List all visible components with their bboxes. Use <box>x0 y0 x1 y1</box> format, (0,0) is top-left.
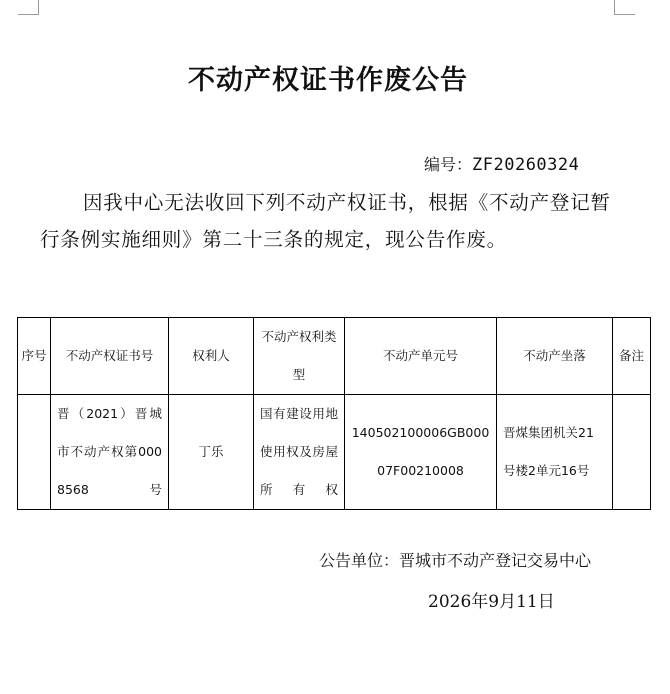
header-cert-no: 不动产权证书号 <box>51 318 169 395</box>
serial-label: 编号： <box>424 155 473 174</box>
voided-certificates-table <box>17 317 651 510</box>
issuer-line: 公告单位：晋城市不动产登记交易中心 <box>319 551 592 570</box>
serial-number-line <box>424 152 579 175</box>
cell-remark <box>613 395 651 510</box>
serial-number: ZF20260324 <box>472 155 580 175</box>
cell-unit-no: 140502100006GB00007F00210008 <box>345 395 497 510</box>
issue-date: 2026年9月11日 <box>428 592 555 612</box>
notice-body: 因我中心无法收回下列不动产权证书，根据《不动产登记暂行条例实施细则》第二十三条的规定，现公告作废。 <box>40 191 611 251</box>
table-header-row <box>18 318 651 395</box>
header-remark: 备注 <box>613 318 651 395</box>
header-location: 不动产坐落 <box>497 318 613 395</box>
cell-right-type: 国有建设用地使用权及房屋所有权 <box>254 395 345 510</box>
cell-holder: 丁乐 <box>169 395 254 510</box>
cell-seq <box>18 395 51 510</box>
header-unit-no: 不动产单元号 <box>345 318 497 395</box>
crop-mark-top-left <box>18 0 39 15</box>
header-right-type: 不动产权利类型 <box>254 318 345 395</box>
header-seq: 序号 <box>18 318 51 395</box>
table-row <box>18 395 651 510</box>
crop-mark-top-right <box>614 0 635 15</box>
cell-cert-no: 晋（2021）晋城市不动产权第0008568号 <box>51 395 169 510</box>
header-holder: 权利人 <box>169 318 254 395</box>
cell-location: 晋煤集团机关21号楼2单元16号 <box>497 395 613 510</box>
document-title: 不动产权证书作废公告 <box>188 65 468 96</box>
